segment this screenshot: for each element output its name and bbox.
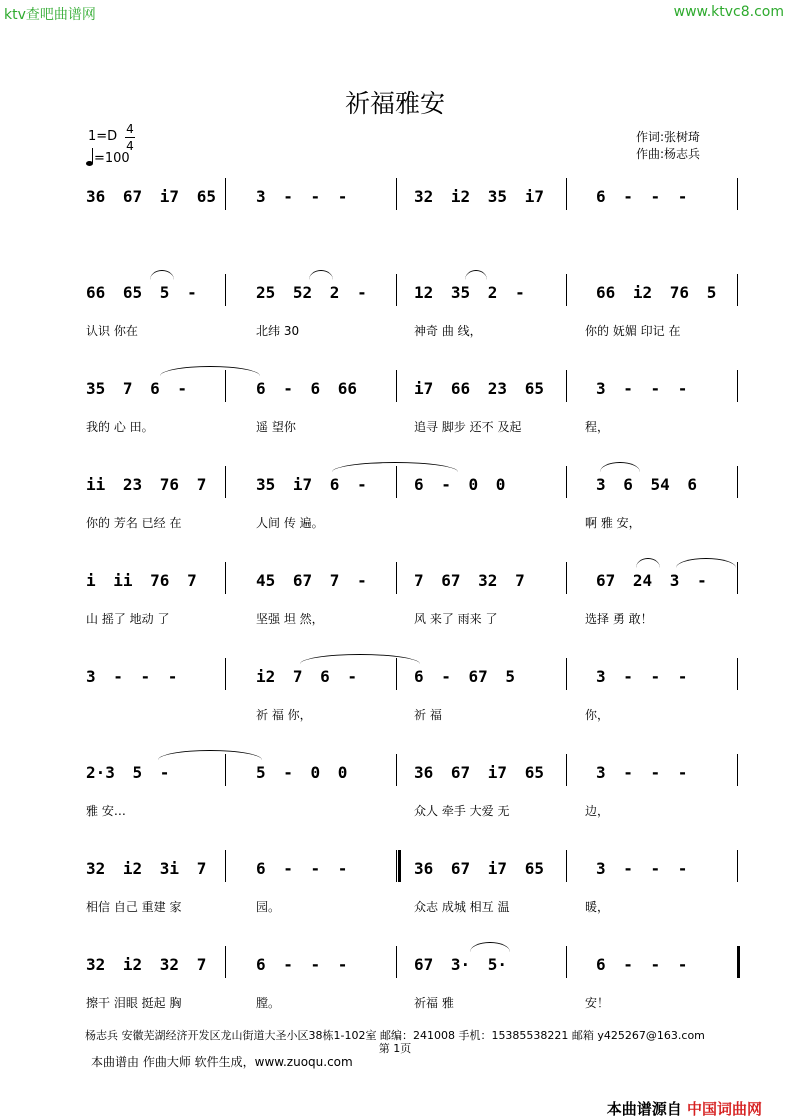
slur-arc xyxy=(150,270,174,280)
measure: 6 - 0 0 xyxy=(414,475,506,494)
bar-line xyxy=(737,274,738,306)
bar-line xyxy=(225,850,226,882)
measure: 67 24 3 - xyxy=(596,571,707,590)
lyrics-line xyxy=(0,994,790,1014)
lyric-segment: 擦干 泪眼 挺起 胸 xyxy=(86,996,182,1010)
lyric-segment: 我的 心 田。 xyxy=(86,420,154,434)
lyric-segment: 啊 雅 安， xyxy=(585,516,641,530)
lyric-segment: 神奇 曲 线， xyxy=(414,324,482,338)
slur-arc xyxy=(158,750,262,760)
measure: 6 - 67 5 xyxy=(414,667,516,686)
measure: 6 - 6 66 xyxy=(256,379,358,398)
lyric-segment: 祈 福 你， xyxy=(256,708,312,722)
measure: 66 i2 76 5 xyxy=(596,283,717,302)
bar-line xyxy=(396,178,397,210)
bar-line xyxy=(737,658,738,690)
lyric-segment: 众人 牵手 大爱 无 xyxy=(414,804,510,818)
bar-line xyxy=(566,274,567,306)
slur-arc xyxy=(676,558,736,568)
lyric-segment: 众志 成城 相互 温 xyxy=(414,900,510,914)
notes-line xyxy=(0,370,790,410)
source-label: 本曲谱源自 xyxy=(606,1100,682,1118)
measure: 32 i2 3i 7 xyxy=(86,859,207,878)
notes-line xyxy=(0,658,790,698)
lyric-segment: 选择 勇 敢！ xyxy=(585,612,653,626)
slur-arc xyxy=(160,366,260,376)
quarter-note-icon xyxy=(86,148,94,166)
lyric-segment: 边， xyxy=(585,804,610,818)
measure: 35 i7 6 - xyxy=(256,475,367,494)
lyric-segment: 膛。 xyxy=(256,996,281,1010)
bar-line xyxy=(396,562,397,594)
bar-line xyxy=(225,946,226,978)
measure: 3 6 54 6 xyxy=(596,475,698,494)
bar-line xyxy=(225,562,226,594)
lyric-segment: 你的 妩媚 印记 在 xyxy=(585,324,681,338)
lyric-segment: 追寻 脚步 还不 及起 xyxy=(414,420,522,434)
lyric-segment: 认识 你在 xyxy=(86,324,138,338)
lyrics-line xyxy=(0,706,790,726)
measure: 3 - - - xyxy=(256,187,348,206)
time-sig-top: 4 xyxy=(126,122,134,136)
notes-line xyxy=(0,754,790,794)
bar-line xyxy=(566,562,567,594)
lyrics-line xyxy=(0,514,790,534)
measure: 5 - 0 0 xyxy=(256,763,348,782)
measure: 6 - - - xyxy=(256,955,348,974)
footer-address: 杨志兵 安徽芜湖经济开发区龙山街道大圣小区38栋1-102室 邮编：241008 手机：15385538221 邮箱 y425267@163.com xyxy=(85,1029,705,1042)
bar-line xyxy=(566,754,567,786)
measure: ii 23 76 7 xyxy=(86,475,207,494)
measure: 45 67 7 - xyxy=(256,571,367,590)
lyric-segment: 遥 望你 xyxy=(256,420,296,434)
measure: 32 i2 35 i7 xyxy=(414,187,544,206)
bar-line xyxy=(396,274,397,306)
lyric-segment: 你的 芳名 已经 在 xyxy=(86,516,182,530)
slur-arc xyxy=(300,654,420,664)
measure: 12 35 2 - xyxy=(414,283,525,302)
measure: 7 67 32 7 xyxy=(414,571,525,590)
measure: 35 7 6 - xyxy=(86,379,188,398)
lyric-segment: 程， xyxy=(585,420,610,434)
lyric-segment: 祈福 雅 xyxy=(414,996,454,1010)
bar-line xyxy=(737,370,738,402)
measure: 6 - - - xyxy=(596,955,688,974)
key-signature: 1=D xyxy=(88,129,118,144)
lyrics-line xyxy=(0,610,790,630)
measure: 67 3· 5· xyxy=(414,955,508,974)
bar-line xyxy=(566,658,567,690)
lyrics-line xyxy=(0,898,790,918)
lyric-segment: 雅 安… xyxy=(86,804,126,818)
page-number: 第 1页 xyxy=(378,1042,412,1055)
measure: 2·3 5 - xyxy=(86,763,170,782)
measure: 3 - - - xyxy=(86,667,178,686)
source-credit[interactable] xyxy=(607,1098,762,1119)
bar-line xyxy=(225,658,226,690)
measure: i7 66 23 65 xyxy=(414,379,544,398)
bar-line xyxy=(396,754,397,786)
measure: 6 - - - xyxy=(256,859,348,878)
measure: 3 - - - xyxy=(596,667,688,686)
generator-note: 本曲谱由 作曲大师 软件生成，www.zuoqu.com xyxy=(91,1055,353,1069)
time-sig-bottom: 4 xyxy=(126,139,134,153)
notes-line xyxy=(0,562,790,602)
slur-arc xyxy=(600,462,640,472)
measure: 36 67 i7 65 xyxy=(414,859,544,878)
bar-line xyxy=(737,850,738,882)
lyrics-line xyxy=(0,322,790,342)
composer: 作曲:杨志兵 xyxy=(636,147,701,161)
lyrics-line xyxy=(0,802,790,822)
bar-line xyxy=(396,850,397,882)
measure: 25 52 2 - xyxy=(256,283,367,302)
bar-line xyxy=(396,370,397,402)
bar-line xyxy=(396,946,397,978)
measure: 66 65 5 - xyxy=(86,283,197,302)
slur-arc xyxy=(470,942,510,952)
repeat-barline xyxy=(398,850,401,882)
source-site[interactable]: 中国词曲网 xyxy=(686,1100,762,1118)
bar-line xyxy=(566,178,567,210)
lyricist: 作词:张树琦 xyxy=(636,130,701,144)
measure: i2 7 6 - xyxy=(256,667,358,686)
measure: i ii 76 7 xyxy=(86,571,197,590)
tempo-marking xyxy=(86,148,130,166)
lyric-segment: 园。 xyxy=(256,900,281,914)
bar-line xyxy=(737,946,740,978)
song-title: 祈福雅安 xyxy=(344,89,445,118)
notes-line xyxy=(0,946,790,986)
bar-line xyxy=(737,754,738,786)
lyric-segment: 人间 传 遍。 xyxy=(256,516,324,530)
watermark-right[interactable]: www.ktvc8.com xyxy=(673,4,784,20)
bar-line xyxy=(225,274,226,306)
bar-line xyxy=(225,466,226,498)
bar-line xyxy=(566,946,567,978)
lyric-segment: 安！ xyxy=(585,996,610,1010)
notes-line xyxy=(0,850,790,890)
slur-arc xyxy=(309,270,333,280)
notes-line xyxy=(0,274,790,314)
measure: 32 i2 32 7 xyxy=(86,955,207,974)
measure: 3 - - - xyxy=(596,859,688,878)
measure: 3 - - - xyxy=(596,379,688,398)
lyrics-line xyxy=(0,418,790,438)
bar-line xyxy=(566,370,567,402)
lyric-segment: 坚强 坦 然， xyxy=(256,612,324,626)
slur-arc xyxy=(332,462,458,472)
lyric-segment: 祈 福 xyxy=(414,708,442,722)
slur-arc xyxy=(465,270,487,280)
measure: 36 67 i7 65 xyxy=(414,763,544,782)
bar-line xyxy=(566,850,567,882)
lyric-segment: 相信 自己 重建 家 xyxy=(86,900,182,914)
bar-line xyxy=(566,466,567,498)
tempo-value: =100 xyxy=(94,151,130,166)
lyric-segment: 风 来了 雨来 了 xyxy=(414,612,498,626)
bar-line xyxy=(225,178,226,210)
lyrics-line xyxy=(0,226,790,246)
lyric-segment: 北纬 30 xyxy=(256,324,300,338)
measure: 36 67 i7 65 xyxy=(86,187,216,206)
notes-line xyxy=(0,466,790,506)
lyric-segment: 山 摇了 地动 了 xyxy=(86,612,170,626)
notes-line xyxy=(0,178,790,218)
bar-line xyxy=(737,178,738,210)
lyric-segment: 你， xyxy=(585,708,610,722)
measure: 6 - - - xyxy=(596,187,688,206)
bar-line xyxy=(737,562,738,594)
lyric-segment: 暖， xyxy=(585,900,610,914)
slur-arc xyxy=(636,558,660,568)
measure: 3 - - - xyxy=(596,763,688,782)
bar-line xyxy=(737,466,738,498)
watermark-left[interactable]: ktv查吧曲谱网 xyxy=(4,7,96,23)
